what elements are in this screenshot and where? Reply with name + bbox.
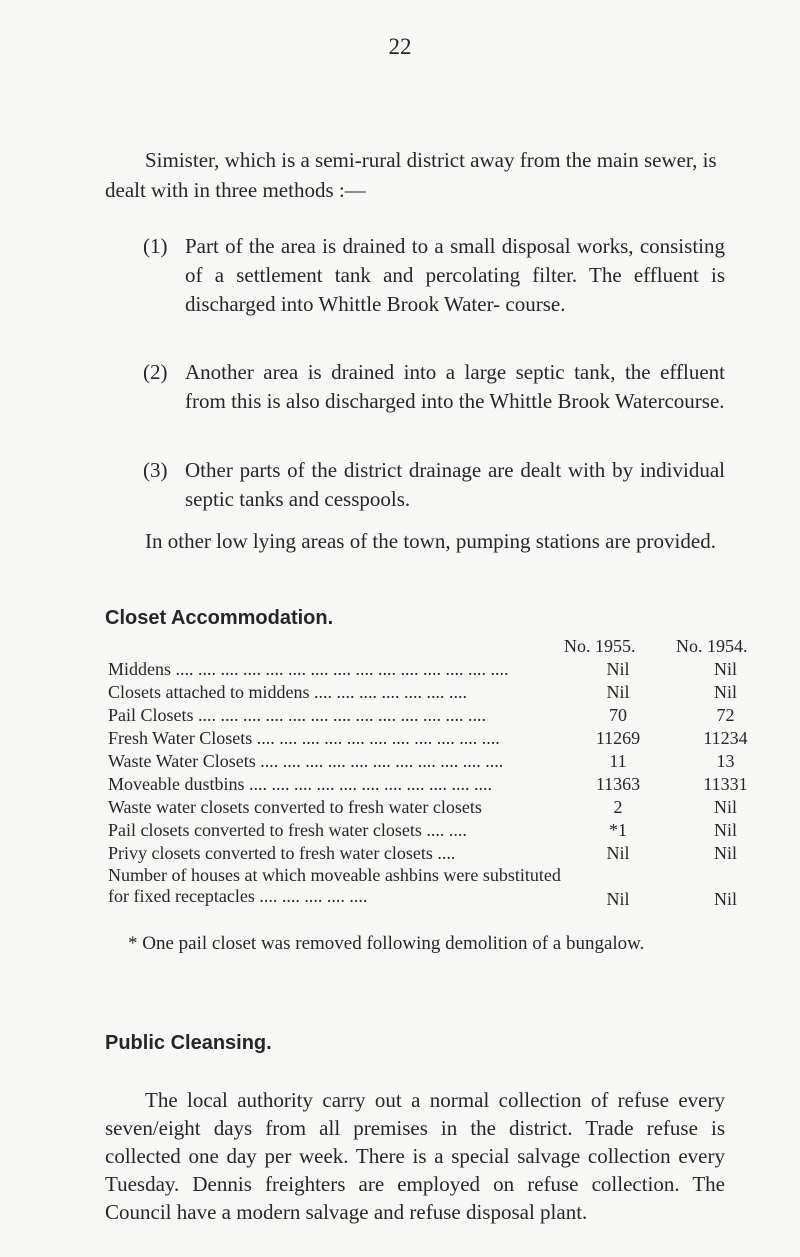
row-label: Pail closets converted to fresh water closets .... .... xyxy=(108,820,467,840)
table-row xyxy=(108,819,768,842)
closet-heading: Closet Accommodation. xyxy=(105,607,334,629)
value-1954: Nil xyxy=(713,843,737,863)
method-number: (1) xyxy=(143,234,168,258)
method-text: Another area is drained into a large septic tank, the effluent from this is also discharged into the Whittle Brook Watercourse. xyxy=(185,360,725,413)
table-row xyxy=(108,750,768,773)
row-label: Middens .... .... .... .... .... .... .... .... .... .... .... .... .... .... .... xyxy=(108,659,509,679)
cleansing-paragraph: The local authority carry out a normal collection of refuse every seven/eight days from all premises in the district. Trade refuse is collected one day per week. There is a special salvage collection every Tuesday. Dennis freighters are employed on refuse collection. The Council have a modern salvage and refuse disposal plant. xyxy=(105,1088,725,1224)
row-label: Waste Water Closets .... .... .... .... .... .... .... .... .... .... .... xyxy=(108,751,504,771)
method-number: (2) xyxy=(143,360,168,384)
value-1954: 13 xyxy=(716,751,735,771)
table-row xyxy=(108,865,768,911)
table-row xyxy=(108,727,768,750)
value-1954: 11331 xyxy=(703,774,748,794)
method-number: (3) xyxy=(143,458,168,482)
value-1955: 11 xyxy=(609,751,627,771)
value-1955: Nil xyxy=(606,889,630,909)
table-header xyxy=(108,636,768,658)
method-3 xyxy=(143,456,725,514)
value-1954: Nil xyxy=(713,820,737,840)
value-1955: Nil xyxy=(606,659,630,679)
row-label: Closets attached to middens .... .... .... .... .... .... .... xyxy=(108,682,467,702)
method-text: Part of the area is drained to a small disposal works, consisting of a settlement tank and percolating filter. The effluent is discharged into Whittle Brook Water- course. xyxy=(185,234,725,316)
value-1954: 11234 xyxy=(703,728,748,748)
table-row xyxy=(108,658,768,681)
value-1954: Nil xyxy=(713,682,737,702)
method-2 xyxy=(143,358,725,416)
value-1955: Nil xyxy=(606,843,630,863)
value-1955: 70 xyxy=(609,705,627,725)
row-label: Pail Closets .... .... .... .... .... .... .... .... .... .... .... .... .... xyxy=(108,705,487,725)
row-label: Waste water closets converted to fresh water closets xyxy=(108,797,482,817)
row-label: Privy closets converted to fresh water closets .... xyxy=(108,843,456,863)
table-row xyxy=(108,796,768,819)
value-1954: Nil xyxy=(713,797,737,817)
table-row xyxy=(108,773,768,796)
row-label: Number of houses at which moveable ashbins were substituted for fixed receptacles .... .... .... .... .... xyxy=(108,865,561,906)
value-1955: Nil xyxy=(606,682,630,702)
method-text: Other parts of the district drainage are dealt with by individual septic tanks and cesspools. xyxy=(185,458,725,511)
intro-paragraph: Simister, which is a semi-rural district away from the main sewer, is dealt with in three methods :— xyxy=(105,148,717,202)
footnote: * One pail closet was removed following demolition of a bungalow. xyxy=(128,933,645,954)
value-1954: 72 xyxy=(716,705,735,725)
page-number: 22 xyxy=(388,34,412,59)
table-row xyxy=(108,681,768,704)
value-1955: *1 xyxy=(609,820,627,840)
table-row xyxy=(108,842,768,865)
value-1955: 2 xyxy=(613,797,623,817)
closet-table xyxy=(108,636,768,911)
row-label: Moveable dustbins .... .... .... .... .... .... .... .... .... .... .... xyxy=(108,774,492,794)
value-1954: Nil xyxy=(713,889,737,909)
value-1955: 11269 xyxy=(595,728,641,748)
cleansing-heading: Public Cleansing. xyxy=(105,1032,272,1054)
value-1955: 11363 xyxy=(595,774,641,794)
row-label: Fresh Water Closets .... .... .... .... .... .... .... .... .... .... .... xyxy=(108,728,500,748)
table-row xyxy=(108,704,768,727)
col-1955-header: No. 1955. xyxy=(564,636,636,656)
col-1954-header: No. 1954. xyxy=(676,636,748,656)
value-1954: Nil xyxy=(713,659,737,679)
pumping-paragraph: In other low lying areas of the town, pumping stations are provided. xyxy=(145,529,716,553)
method-1 xyxy=(143,232,725,319)
